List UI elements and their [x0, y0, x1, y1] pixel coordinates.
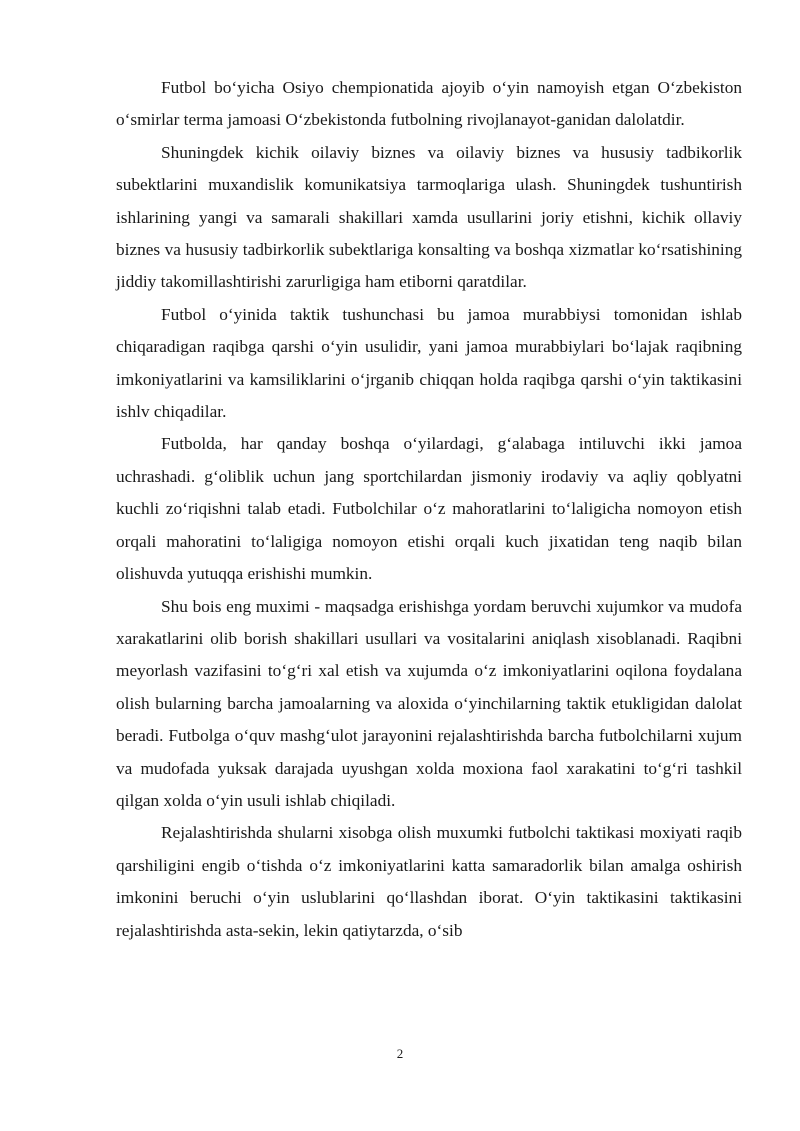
- paragraph-5: Shu bois eng muximi - maqsadga erishishga yordam beruvchi xujumkor va mudofa xarakatlarini olib borish shakillari usullari va vositalarini aniqlash xisoblanadi. Raqibni meyorlash vazifasini to‘g‘ri xal etish va xujumda o‘z imkoniyatlarini oqilona foydalana olish bularning barcha jamoalarning va aloxida o‘yinchilarning taktik etukligidan dalolat beradi. Futbolga o‘quv mashg‘ulot jarayonini rejalashtirishda barcha futbolchilarni xujum va mudofada yuksak darajada uyushgan xolda moxiona faol xarakatini to‘g‘ri tashkil qilgan xolda o‘yin usuli ishlab chiqiladi.: [116, 596, 742, 810]
- page-number: 2: [396, 1046, 404, 1061]
- paragraph-4: Futbolda, har qanday boshqa o‘yilardagi, g‘alabaga intiluvchi ikki jamoa uchrashadi. g‘oliblik uchun jang sportchilardan jismoniy irodaviy va aqliy qoblyatni kuchli zo‘riqishni talab etadi. Futbolchilar o‘z mahoratlarini to‘laligicha nomoyon etish orqali mahoratini to‘laligiga nomoyon etishi orqali kuch jixatidan teng naqib bilan olishuvda yutuqqa erishishi mumkin.: [116, 434, 742, 584]
- body-text: [116, 72, 742, 947]
- paragraph-1: Futbol bo‘yicha Osiyo chempionatida ajoyib o‘yin namoyish etgan O‘zbekiston o‘smirlar terma jamoasi O‘zbekistonda futbolning rivojlanayot-ganidan dalolatdir.: [116, 78, 742, 130]
- paragraph-6: Rejalashtirishda shularni xisobga olish muxumki futbolchi taktikasi moxiyati raqib qarshiligini engib o‘tishda o‘z imkoniyatlarini katta samaradorlik bilan amalga oshirish imkonini beruchi o‘yin uslublarini qo‘llashdan iborat. O‘yin taktikasini taktikasini rejalashtirishda asta-sekin, lekin qatiytarzda, o‘sib: [116, 823, 742, 940]
- paragraph-3: Futbol o‘yinida taktik tushunchasi bu jamoa murabbiysi tomonidan ishlab chiqaradigan raqibga qarshi o‘yin usulidir, yani jamoa murabbiylari bo‘lajak raqibning imkoniyatlarini va kamsiliklarini o‘jrganib chiqqan holda raqibga qarshi o‘yin taktikasini ishlv chiqadilar.: [116, 304, 742, 422]
- paragraph-2: Shuningdek kichik oilaviy biznes va oilaviy biznes va hususiy tadbikorlik subektlarini muxandislik komunikatsiya tarmoqlariga ulash. Shuningdek tushuntirish ishlarining yangi va samarali shakillari xamda usullarini joriy etishni, kichik ollaviy biznes va hususiy tadbirkorlik subektlariga konsalting va boshqa xizmatlar ko‘rsatishining jiddiy takomillashtirishi zarurligiga ham etiborni qaratdilar.: [116, 142, 742, 292]
